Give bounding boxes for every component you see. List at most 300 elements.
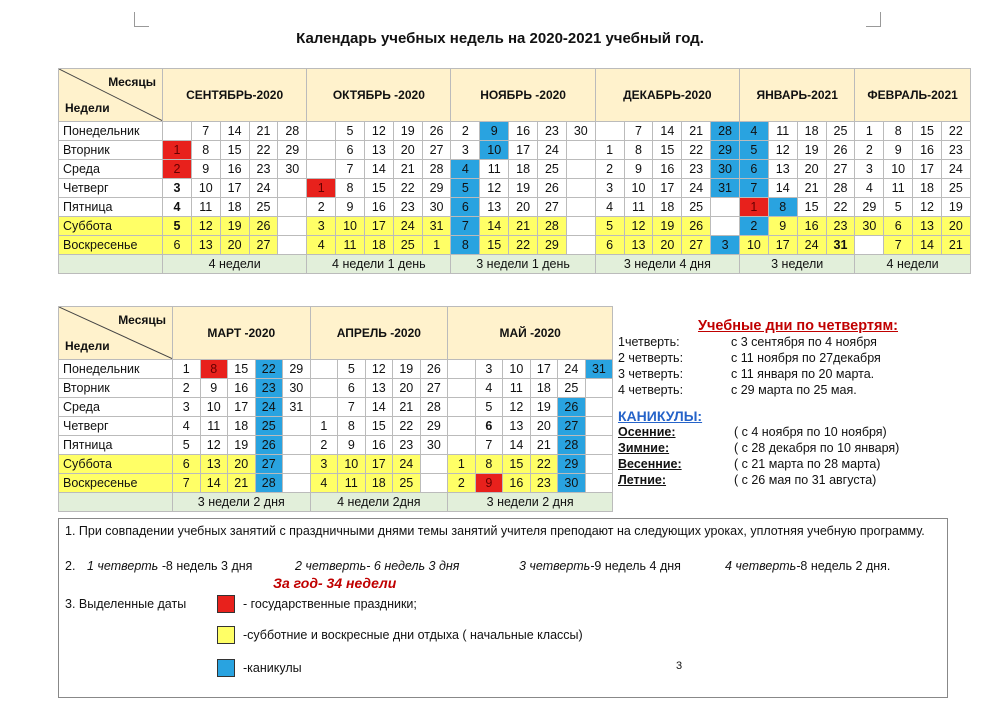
date-cell: 25 (249, 198, 278, 217)
date-cell: 7 (336, 160, 365, 179)
date-cell: 23 (941, 141, 970, 160)
date-cell: 17 (364, 217, 393, 236)
quarter-range: с 3 сентября по 4 ноября (731, 335, 877, 349)
date-cell: 29 (420, 417, 448, 436)
month-total: 3 недели 2 дня (448, 493, 613, 512)
date-cell: 25 (538, 160, 567, 179)
legend-swatch-weekend (217, 626, 235, 644)
date-cell: 13 (365, 379, 393, 398)
date-cell: 15 (480, 236, 509, 255)
date-cell: 11 (338, 474, 366, 493)
legend-label-weekend: -субботние и воскресные дни отдыха ( начальные классы) (243, 628, 583, 642)
date-cell: 11 (191, 198, 220, 217)
date-cell: 1 (739, 198, 768, 217)
month-header: НОЯБРЬ -2020 (451, 69, 595, 122)
date-cell: 4 (451, 160, 480, 179)
quarter-row (618, 366, 948, 382)
date-cell: 4 (173, 417, 201, 436)
date-cell: 27 (422, 141, 451, 160)
date-cell: 4 (855, 179, 884, 198)
date-cell: 22 (255, 360, 283, 379)
date-cell: 29 (283, 360, 311, 379)
date-cell: 30 (420, 436, 448, 455)
month-header: МАРТ -2020 (173, 307, 311, 360)
quarters-title: Учебные дни по четвертям: (697, 318, 898, 334)
month-header: ФЕВРАЛЬ-2021 (855, 69, 970, 122)
month-header: МАЙ -2020 (448, 307, 613, 360)
date-cell: 21 (509, 217, 538, 236)
month-header: АПРЕЛЬ -2020 (310, 307, 448, 360)
date-cell: 1 (855, 122, 884, 141)
totals-label (59, 493, 173, 512)
day-name-label: Вторник (59, 379, 173, 398)
date-cell: 19 (653, 217, 682, 236)
date-cell: 4 (739, 122, 768, 141)
month-total: 4 недели (855, 255, 970, 274)
date-cell: 19 (530, 398, 558, 417)
date-cell: 23 (682, 160, 711, 179)
date-cell: 2 (310, 436, 338, 455)
date-cell: 1 (595, 141, 624, 160)
date-cell: 20 (393, 141, 422, 160)
date-cell: 26 (682, 217, 711, 236)
month-total: 3 недели 4 дня (595, 255, 739, 274)
date-cell: 14 (503, 436, 531, 455)
date-cell: 16 (228, 379, 256, 398)
date-cell: 27 (255, 455, 283, 474)
date-cell: 18 (530, 379, 558, 398)
date-cell: 9 (624, 160, 653, 179)
date-cell: 17 (365, 455, 393, 474)
date-cell: 6 (595, 236, 624, 255)
month-header: ОКТЯБРЬ -2020 (307, 69, 451, 122)
date-cell (711, 217, 740, 236)
quarter-name: 3 четверть: (618, 367, 684, 381)
date-cell: 28 (711, 122, 740, 141)
date-cell: 17 (220, 179, 249, 198)
date-cell: 13 (200, 455, 228, 474)
date-cell: 10 (739, 236, 768, 255)
date-cell: 17 (653, 179, 682, 198)
date-cell: 17 (509, 141, 538, 160)
date-cell: 11 (480, 160, 509, 179)
date-cell: 7 (739, 179, 768, 198)
date-cell: 7 (475, 436, 503, 455)
date-cell: 8 (338, 417, 366, 436)
day-row (59, 217, 971, 236)
date-cell: 24 (249, 179, 278, 198)
date-cell: 21 (228, 474, 256, 493)
date-cell: 18 (364, 236, 393, 255)
day-name-label: Суббота (59, 455, 173, 474)
legend-label-holiday: - государственные праздники; (243, 597, 417, 611)
date-cell: 16 (509, 122, 538, 141)
quarter-range: с 11 января по 20 марта. (731, 367, 875, 381)
date-cell: 7 (884, 236, 913, 255)
date-cell: 17 (913, 160, 942, 179)
date-cell: 16 (797, 217, 826, 236)
date-cell: 14 (220, 122, 249, 141)
day-row (59, 474, 613, 493)
date-cell: 29 (711, 141, 740, 160)
day-name-label: Среда (59, 160, 163, 179)
date-cell: 3 (451, 141, 480, 160)
date-cell: 31 (422, 217, 451, 236)
legend-swatch-vacation (217, 659, 235, 677)
date-cell: 23 (538, 122, 567, 141)
date-cell: 9 (338, 436, 366, 455)
date-cell (283, 474, 311, 493)
date-cell: 20 (653, 236, 682, 255)
legend-swatch-holiday (217, 595, 235, 613)
day-name-label: Пятница (59, 436, 173, 455)
date-cell: 15 (365, 417, 393, 436)
header-corner (59, 307, 173, 360)
holiday-range: ( с 28 декабря по 10 января) (734, 441, 900, 455)
date-cell: 1 (310, 417, 338, 436)
date-cell (566, 141, 595, 160)
date-cell: 6 (475, 417, 503, 436)
date-cell (585, 417, 613, 436)
date-cell: 22 (826, 198, 855, 217)
crop-mark-left (134, 12, 149, 27)
date-cell: 8 (475, 455, 503, 474)
date-cell: 23 (255, 379, 283, 398)
date-cell: 13 (480, 198, 509, 217)
date-cell: 13 (768, 160, 797, 179)
day-row (59, 417, 613, 436)
date-cell: 9 (191, 160, 220, 179)
month-header: ДЕКАБРЬ-2020 (595, 69, 739, 122)
date-cell: 19 (393, 360, 421, 379)
date-cell: 2 (163, 160, 192, 179)
date-cell: 12 (503, 398, 531, 417)
date-cell: 13 (364, 141, 393, 160)
date-cell (566, 236, 595, 255)
day-name-label: Понедельник (59, 360, 173, 379)
corner-weeks-label: Недели (65, 101, 110, 115)
month-total: 4 недели 2дня (310, 493, 448, 512)
date-cell: 5 (595, 217, 624, 236)
date-cell: 8 (451, 236, 480, 255)
date-cell (283, 455, 311, 474)
date-cell: 19 (220, 217, 249, 236)
date-cell: 18 (797, 122, 826, 141)
quarter-row (618, 334, 948, 350)
holiday-row (618, 456, 948, 472)
date-cell: 20 (220, 236, 249, 255)
date-cell: 26 (420, 360, 448, 379)
date-cell: 3 (475, 360, 503, 379)
date-cell: 25 (826, 122, 855, 141)
date-cell: 28 (826, 179, 855, 198)
date-cell: 29 (855, 198, 884, 217)
date-cell (278, 236, 307, 255)
date-cell: 3 (173, 398, 201, 417)
month-total: 3 недели 2 дня (173, 493, 311, 512)
date-cell: 2 (173, 379, 201, 398)
date-cell: 6 (451, 198, 480, 217)
date-cell: 14 (480, 217, 509, 236)
date-cell: 3 (855, 160, 884, 179)
month-total: 3 недели 1 день (451, 255, 595, 274)
date-cell: 1 (173, 360, 201, 379)
holiday-name: Осенние: (618, 425, 676, 439)
date-cell: 16 (365, 436, 393, 455)
date-cell: 23 (249, 160, 278, 179)
quarter-name: 4 четверть: (618, 383, 684, 397)
quarter-name: 2 четверть: (618, 351, 684, 365)
date-cell (585, 379, 613, 398)
date-cell: 6 (739, 160, 768, 179)
date-cell: 26 (255, 436, 283, 455)
date-cell: 5 (475, 398, 503, 417)
holiday-row (618, 424, 948, 440)
date-cell: 6 (173, 455, 201, 474)
quarter-range: с 29 марта по 25 мая. (731, 383, 857, 397)
date-cell (595, 122, 624, 141)
date-cell (278, 217, 307, 236)
date-cell: 24 (682, 179, 711, 198)
date-cell: 2 (448, 474, 476, 493)
date-cell: 5 (336, 122, 365, 141)
date-cell: 25 (393, 236, 422, 255)
date-cell (163, 122, 192, 141)
date-cell: 14 (913, 236, 942, 255)
date-cell: 4 (307, 236, 336, 255)
date-cell: 8 (200, 360, 228, 379)
date-cell: 4 (595, 198, 624, 217)
date-cell: 29 (422, 179, 451, 198)
date-cell: 10 (503, 360, 531, 379)
day-row (59, 379, 613, 398)
date-cell (566, 179, 595, 198)
corner-months-label: Месяцы (118, 313, 166, 327)
date-cell: 26 (249, 217, 278, 236)
day-row (59, 398, 613, 417)
quarter-range: с 11 ноября по 27декабря (731, 351, 881, 365)
date-cell: 21 (682, 122, 711, 141)
date-cell: 9 (884, 141, 913, 160)
date-cell (585, 474, 613, 493)
date-cell: 31 (283, 398, 311, 417)
holiday-row (618, 472, 948, 488)
date-cell: 5 (884, 198, 913, 217)
date-cell: 12 (365, 360, 393, 379)
legend-label-vacation: -каникулы (243, 661, 302, 675)
date-cell: 5 (338, 360, 366, 379)
date-cell: 27 (538, 198, 567, 217)
date-cell: 5 (739, 141, 768, 160)
date-cell: 4 (310, 474, 338, 493)
date-cell: 22 (249, 141, 278, 160)
date-cell: 30 (558, 474, 586, 493)
date-cell: 1 (422, 236, 451, 255)
crop-mark-right (866, 12, 881, 27)
date-cell: 10 (884, 160, 913, 179)
date-cell: 8 (768, 198, 797, 217)
date-cell: 16 (653, 160, 682, 179)
month-header: СЕНТЯБРЬ-2020 (163, 69, 307, 122)
quarter-name: 1четверть: (618, 335, 680, 349)
date-cell: 18 (653, 198, 682, 217)
date-cell: 3 (711, 236, 740, 255)
date-cell: 20 (393, 379, 421, 398)
date-cell: 23 (393, 436, 421, 455)
date-cell: 31 (711, 179, 740, 198)
quarter-row (618, 382, 948, 398)
date-cell: 1 (307, 179, 336, 198)
calendar-table-autumn-winter (58, 68, 971, 274)
date-cell: 2 (739, 217, 768, 236)
date-cell: 16 (503, 474, 531, 493)
date-cell: 2 (307, 198, 336, 217)
date-cell: 24 (558, 360, 586, 379)
date-cell: 30 (855, 217, 884, 236)
holiday-name: Зимние: (618, 441, 670, 455)
date-cell: 28 (278, 122, 307, 141)
date-cell: 24 (941, 160, 970, 179)
date-cell: 16 (913, 141, 942, 160)
date-cell: 7 (338, 398, 366, 417)
date-cell: 23 (393, 198, 422, 217)
date-cell: 19 (797, 141, 826, 160)
date-cell (283, 436, 311, 455)
date-cell: 22 (509, 236, 538, 255)
date-cell: 17 (228, 398, 256, 417)
page-title: Календарь учебных недель на 2020-2021 учебный год. (296, 30, 704, 47)
day-row (59, 436, 613, 455)
day-name-label: Суббота (59, 217, 163, 236)
notes-box (58, 518, 948, 698)
date-cell: 24 (538, 141, 567, 160)
date-cell: 26 (538, 179, 567, 198)
date-cell: 21 (249, 122, 278, 141)
date-cell: 26 (558, 398, 586, 417)
date-cell: 1 (163, 141, 192, 160)
date-cell: 21 (530, 436, 558, 455)
date-cell: 31 (585, 360, 613, 379)
date-cell: 31 (826, 236, 855, 255)
page-number: 3 (676, 660, 683, 672)
date-cell: 18 (509, 160, 538, 179)
date-cell: 28 (538, 217, 567, 236)
date-cell: 16 (220, 160, 249, 179)
note-2-q4: 4 четверть-8 недель 2 дня. (725, 559, 891, 573)
date-cell: 4 (475, 379, 503, 398)
date-cell: 14 (768, 179, 797, 198)
month-header: ЯНВАРЬ-2021 (739, 69, 854, 122)
date-cell: 26 (826, 141, 855, 160)
day-name-label: Воскресенье (59, 236, 163, 255)
date-cell (310, 360, 338, 379)
date-cell: 15 (913, 122, 942, 141)
day-row (59, 122, 971, 141)
date-cell: 3 (310, 455, 338, 474)
date-cell: 6 (163, 236, 192, 255)
date-cell: 9 (336, 198, 365, 217)
month-total: 4 недели 1 день (307, 255, 451, 274)
date-cell: 7 (173, 474, 201, 493)
date-cell: 12 (200, 436, 228, 455)
date-cell: 20 (509, 198, 538, 217)
date-cell: 15 (503, 455, 531, 474)
date-cell: 28 (422, 160, 451, 179)
date-cell: 29 (558, 455, 586, 474)
note-2-q2: 2 четверть- 6 недель 3 дня (295, 559, 460, 573)
date-cell (448, 360, 476, 379)
day-row (59, 360, 613, 379)
date-cell: 23 (530, 474, 558, 493)
note-1: 1. При совпадении учебных занятий с праздничными днями темы занятий учителя преподают на следующих уроках, уплотняя учебную программу. (65, 524, 925, 538)
date-cell: 5 (451, 179, 480, 198)
date-cell: 7 (624, 122, 653, 141)
header-corner (59, 69, 163, 122)
date-cell: 9 (200, 379, 228, 398)
date-cell: 5 (163, 217, 192, 236)
date-cell: 3 (595, 179, 624, 198)
date-cell (566, 160, 595, 179)
holiday-range: ( с 21 марта по 28 марта) (734, 457, 881, 471)
date-cell: 6 (884, 217, 913, 236)
quarters-panel (618, 318, 948, 488)
date-cell: 27 (420, 379, 448, 398)
date-cell: 11 (503, 379, 531, 398)
calendar-table-spring (58, 306, 613, 512)
date-cell: 17 (530, 360, 558, 379)
date-cell: 28 (255, 474, 283, 493)
date-cell: 20 (941, 217, 970, 236)
day-name-label: Пятница (59, 198, 163, 217)
date-cell: 24 (255, 398, 283, 417)
date-cell: 20 (797, 160, 826, 179)
date-cell: 19 (941, 198, 970, 217)
day-row (59, 198, 971, 217)
date-cell (448, 417, 476, 436)
date-cell: 20 (228, 455, 256, 474)
date-cell: 10 (191, 179, 220, 198)
date-cell: 11 (336, 236, 365, 255)
date-cell: 6 (336, 141, 365, 160)
year-total: За год- 34 недели (273, 575, 397, 591)
date-cell: 11 (768, 122, 797, 141)
day-name-label: Четверг (59, 179, 163, 198)
date-cell: 11 (884, 179, 913, 198)
date-cell: 22 (682, 141, 711, 160)
date-cell: 13 (913, 217, 942, 236)
holidays-title: КАНИКУЛЫ: (618, 408, 703, 424)
day-row (59, 236, 971, 255)
date-cell: 3 (307, 217, 336, 236)
date-cell: 7 (191, 122, 220, 141)
date-cell (307, 141, 336, 160)
date-cell: 10 (338, 455, 366, 474)
date-cell (307, 160, 336, 179)
date-cell (566, 198, 595, 217)
quarter-row (618, 350, 948, 366)
date-cell: 14 (200, 474, 228, 493)
date-cell: 9 (480, 122, 509, 141)
date-cell: 25 (682, 198, 711, 217)
date-cell: 25 (558, 379, 586, 398)
date-cell: 18 (228, 417, 256, 436)
date-cell: 25 (255, 417, 283, 436)
date-cell: 18 (365, 474, 393, 493)
date-cell: 12 (913, 198, 942, 217)
date-cell: 29 (538, 236, 567, 255)
month-total: 3 недели (739, 255, 854, 274)
date-cell: 16 (364, 198, 393, 217)
